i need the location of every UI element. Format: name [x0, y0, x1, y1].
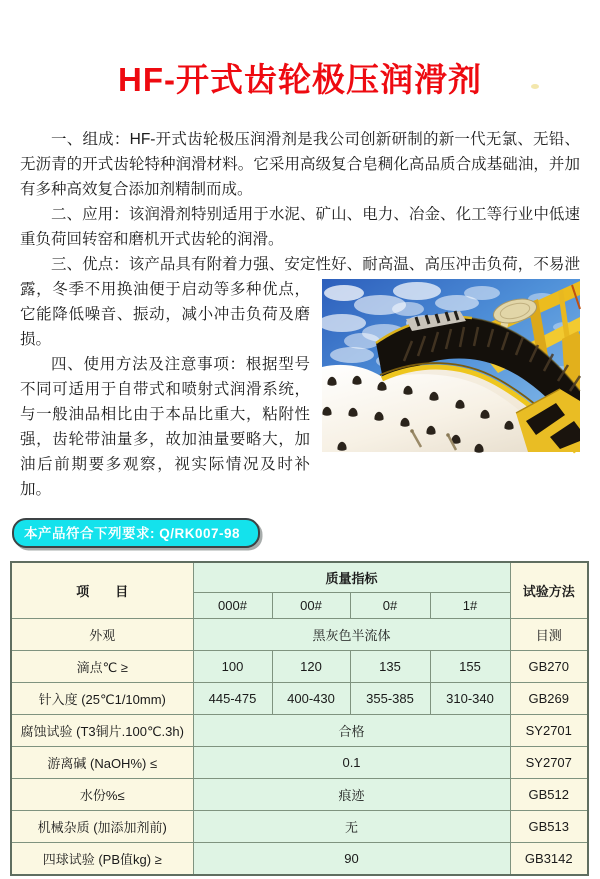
- cell-value: 400-430: [272, 683, 350, 715]
- cell-value: 135: [350, 651, 430, 683]
- gear-photo-illustration: [322, 279, 580, 452]
- paragraph-application: 二、应用：该润滑剂特别适用于水泥、矿山、电力、冶金、化工等行业中低速重负荷回转窑和磨机开式齿轮的润滑。: [20, 206, 580, 248]
- cell-method: GB513: [510, 811, 588, 843]
- document-page: [0, 54, 600, 879]
- paragraph-advantages-wrap: 季不用换油便于启动等多种优点，它能降低噪音、振动，减小冲击负荷及磨损。: [20, 281, 310, 348]
- cell-value: 痕迹: [193, 779, 510, 811]
- grade-000: 000#: [193, 593, 272, 619]
- standard-badge: 本产品符合下列要求: Q/RK007-98: [12, 518, 260, 548]
- paragraph-usage: 四、使用方法及注意事项：根据型号不同可适用于自带式和喷射式润滑系统，与一般油品相比由于本品比重大，粘附性强，齿轮带油量多，故加油量要略大，加油后前期要多观察，视实际情况及时补加。: [20, 356, 310, 498]
- col-header-item: 项 目: [11, 562, 193, 619]
- paragraph-advantages: [20, 252, 580, 352]
- paragraph-composition: 一、组成：HF-开式齿轮极压润滑剂是我公司创新研制的新一代无氯、无铅、无沥青的开式齿轮特种润滑材料。它采用高级复合皂稠化高品质合成基础油，并加有多种高效复合添加剂精制而成。: [20, 131, 580, 198]
- paragraph-advantages-lead: 三、优点：该产品具有附着力强、安定性好、耐高温、高压冲击负荷，不易泄露，冬: [20, 256, 580, 298]
- cell-item: 腐蚀试验 (T3铜片.100℃.3h): [11, 715, 193, 747]
- cell-item: 游离碱 (NaOH%) ≤: [11, 747, 193, 779]
- cell-value: 100: [193, 651, 272, 683]
- table-row-impurities: [11, 811, 588, 843]
- grade-1: 1#: [430, 593, 510, 619]
- cell-item: 滴点℃ ≥: [11, 651, 193, 683]
- cell-method: GB269: [510, 683, 588, 715]
- table-row-appearance: [11, 619, 588, 651]
- grade-00: 00#: [272, 593, 350, 619]
- col-header-method: 试验方法: [510, 562, 588, 619]
- cell-item: 水份%≤: [11, 779, 193, 811]
- table-row-penetration: [11, 683, 588, 715]
- table-header-row: [11, 562, 588, 593]
- cell-value: 120: [272, 651, 350, 683]
- cell-item: 针入度 (25℃1/10mm): [11, 683, 193, 715]
- table-row-free-alkali: [11, 747, 588, 779]
- table-row-drop-point: [11, 651, 588, 683]
- table-row-four-ball: [11, 843, 588, 876]
- cell-value: 黑灰色半流体: [193, 619, 510, 651]
- cell-item: 四球试验 (PB值kg) ≥: [11, 843, 193, 876]
- banner-row: [12, 518, 580, 548]
- cell-method: GB512: [510, 779, 588, 811]
- cell-value: 445-475: [193, 683, 272, 715]
- paper-speck: [531, 84, 539, 89]
- cell-value: 90: [193, 843, 510, 876]
- cell-item: 机械杂质 (加添加剂前): [11, 811, 193, 843]
- table-row-corrosion: [11, 715, 588, 747]
- table-row-water: [11, 779, 588, 811]
- cell-value: 355-385: [350, 683, 430, 715]
- cell-value: 0.1: [193, 747, 510, 779]
- cell-method: SY2701: [510, 715, 588, 747]
- cell-value: 合格: [193, 715, 510, 747]
- cell-method: SY2707: [510, 747, 588, 779]
- cell-method: GB270: [510, 651, 588, 683]
- cell-method: GB3142: [510, 843, 588, 876]
- cell-item: 外观: [11, 619, 193, 651]
- body-text: [20, 127, 580, 876]
- cell-value: 155: [430, 651, 510, 683]
- cell-value: 310-340: [430, 683, 510, 715]
- grade-0: 0#: [350, 593, 430, 619]
- col-header-quality: 质量指标: [193, 562, 510, 593]
- cell-method: 目测: [510, 619, 588, 651]
- spec-table: [10, 561, 589, 876]
- gear-photo: [322, 279, 580, 452]
- page-title: HF-开式齿轮极压润滑剂: [118, 61, 482, 98]
- cell-value: 无: [193, 811, 510, 843]
